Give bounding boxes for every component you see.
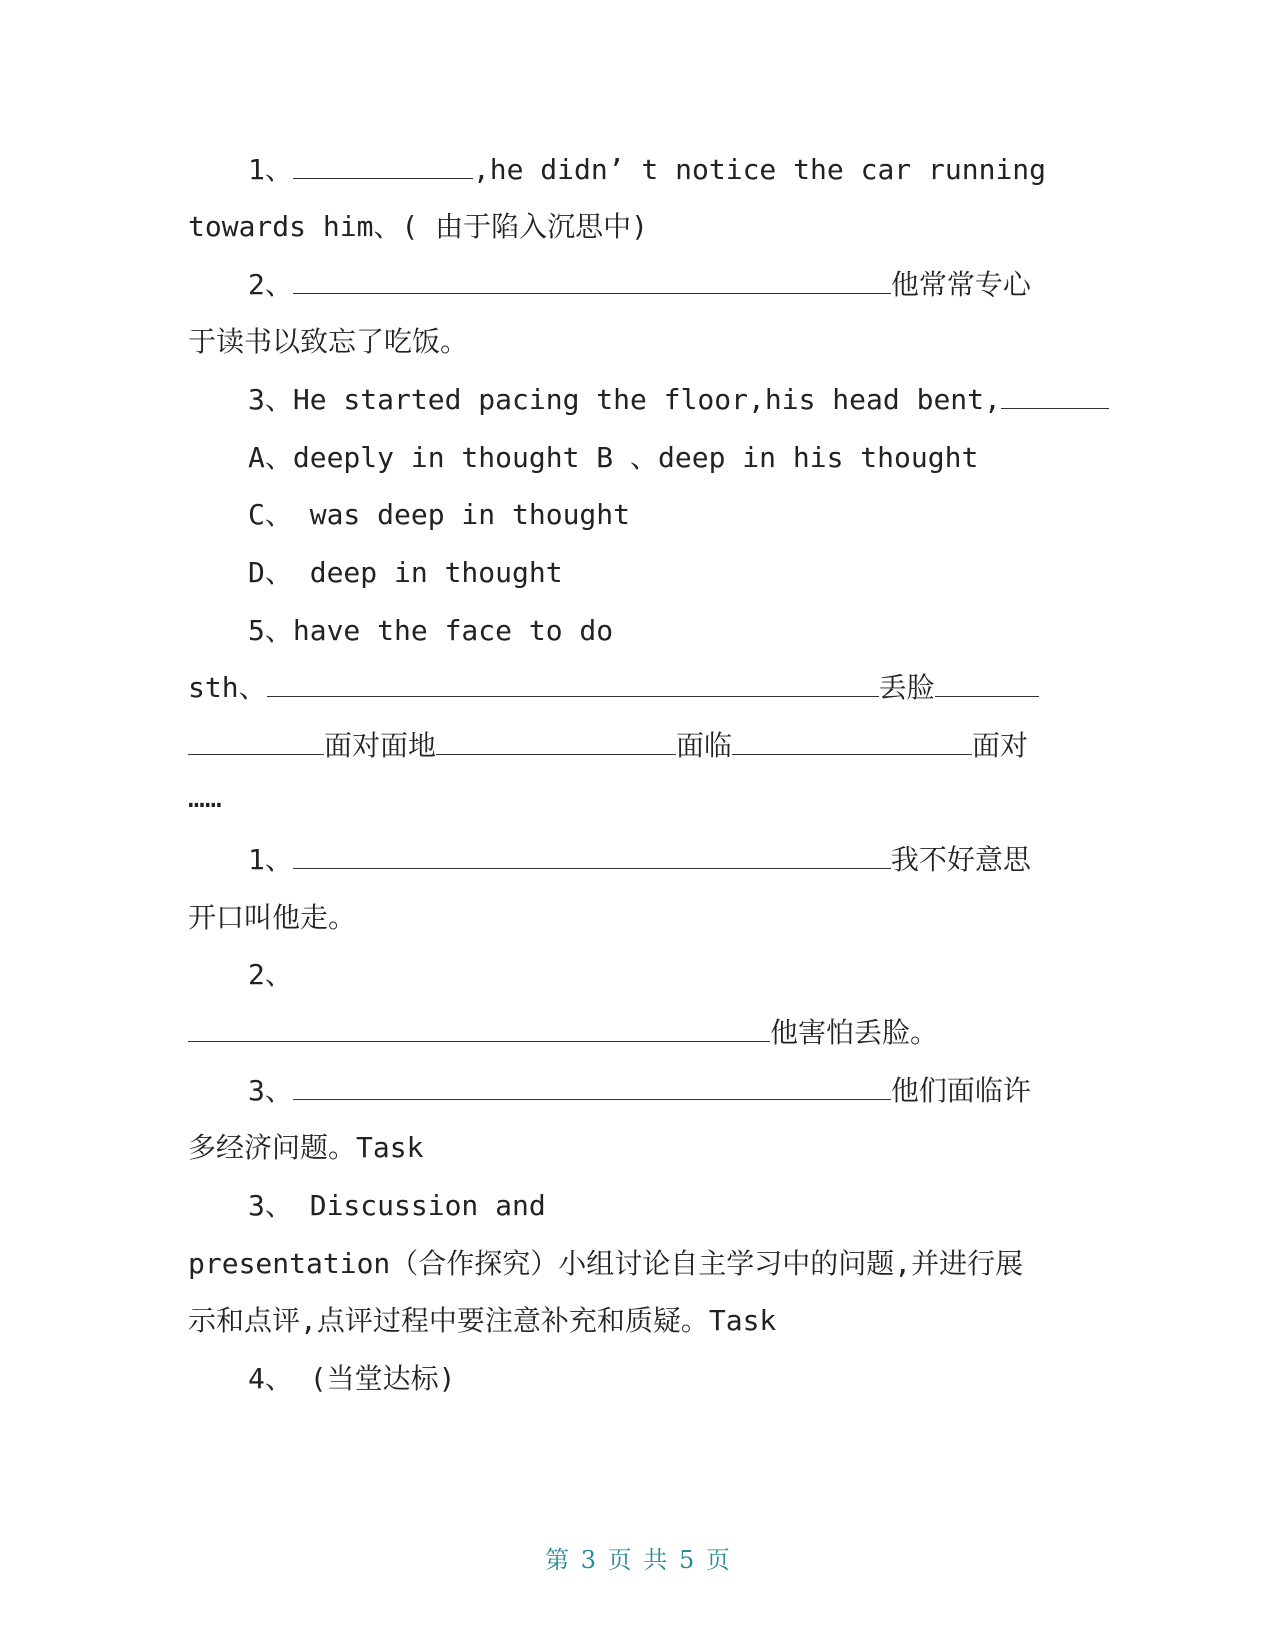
line-text: ,he didn’ t notice the car running — [472, 153, 1047, 186]
text-line: D、 deep in thought — [248, 556, 563, 589]
line-text: 3、He started pacing the floor,his head bent, — [248, 383, 1001, 416]
fill-blank — [293, 842, 891, 869]
item-number: 2、 — [248, 268, 293, 301]
footer-text: 页 — [705, 1546, 730, 1574]
line-text: 他们面临许 — [890, 1074, 1031, 1107]
text-line: 5、have the face to do — [248, 614, 614, 647]
line-text: 面临 — [676, 729, 733, 762]
footer-text: 共 — [643, 1546, 668, 1574]
fill-blank — [935, 670, 1039, 697]
text-line — [248, 265, 1138, 305]
line-text: 面对 — [972, 729, 1029, 762]
page-footer — [0, 1540, 1275, 1575]
text-line: 2、 — [248, 958, 293, 991]
text-line: 4、 (当堂达标) — [248, 1362, 456, 1395]
text-line: C、 was deep in thought — [248, 498, 631, 531]
current-page-number: 3 — [580, 1546, 597, 1574]
footer-text: 页 — [607, 1546, 632, 1574]
text-line — [248, 1071, 1138, 1111]
fill-blank — [436, 728, 676, 755]
text-line: 示和点评,点评过程中要注意补充和质疑。Task — [188, 1304, 777, 1337]
text-line — [248, 840, 1138, 880]
item-number: 1、 — [248, 153, 293, 186]
line-text: 丢脸 — [878, 671, 935, 704]
text-line: 开口叫他走。 — [188, 901, 357, 934]
fill-blank — [732, 728, 972, 755]
total-page-number: 5 — [678, 1546, 695, 1574]
line-text: 他常常专心 — [890, 268, 1031, 301]
text-line — [188, 668, 1078, 708]
text-line: presentation（合作探究）小组讨论自主学习中的问题,并进行展 — [188, 1247, 1024, 1280]
text-line — [248, 150, 1138, 190]
line-text: 面对面地 — [324, 729, 437, 762]
text-line: A、deeply in thought B 、deep in his thought — [248, 441, 979, 474]
text-line: 于读书以致忘了吃饭。 — [188, 325, 469, 358]
text-line — [188, 726, 1078, 766]
fill-blank — [267, 670, 879, 697]
text-line — [248, 380, 1138, 420]
footer-text: 第 — [545, 1546, 570, 1574]
fill-blank — [1001, 382, 1109, 409]
text-line — [188, 1013, 1078, 1053]
text-line: 多经济问题。Task — [188, 1131, 424, 1164]
fill-blank — [293, 152, 473, 179]
item-number: 1、 — [248, 843, 293, 876]
line-text: 他害怕丢脸。 — [770, 1016, 939, 1049]
fill-blank — [188, 1015, 770, 1042]
fill-blank — [188, 728, 324, 755]
fill-blank — [293, 1073, 891, 1100]
text-line: 3、 Discussion and — [248, 1189, 546, 1222]
line-text: 我不好意思 — [890, 843, 1031, 876]
item-number: 3、 — [248, 1074, 293, 1107]
fill-blank — [293, 267, 891, 294]
line-text: sth、 — [188, 671, 267, 704]
text-line: towards him、( 由于陷入沉思中) — [188, 210, 649, 243]
text-line: …… — [188, 781, 222, 814]
